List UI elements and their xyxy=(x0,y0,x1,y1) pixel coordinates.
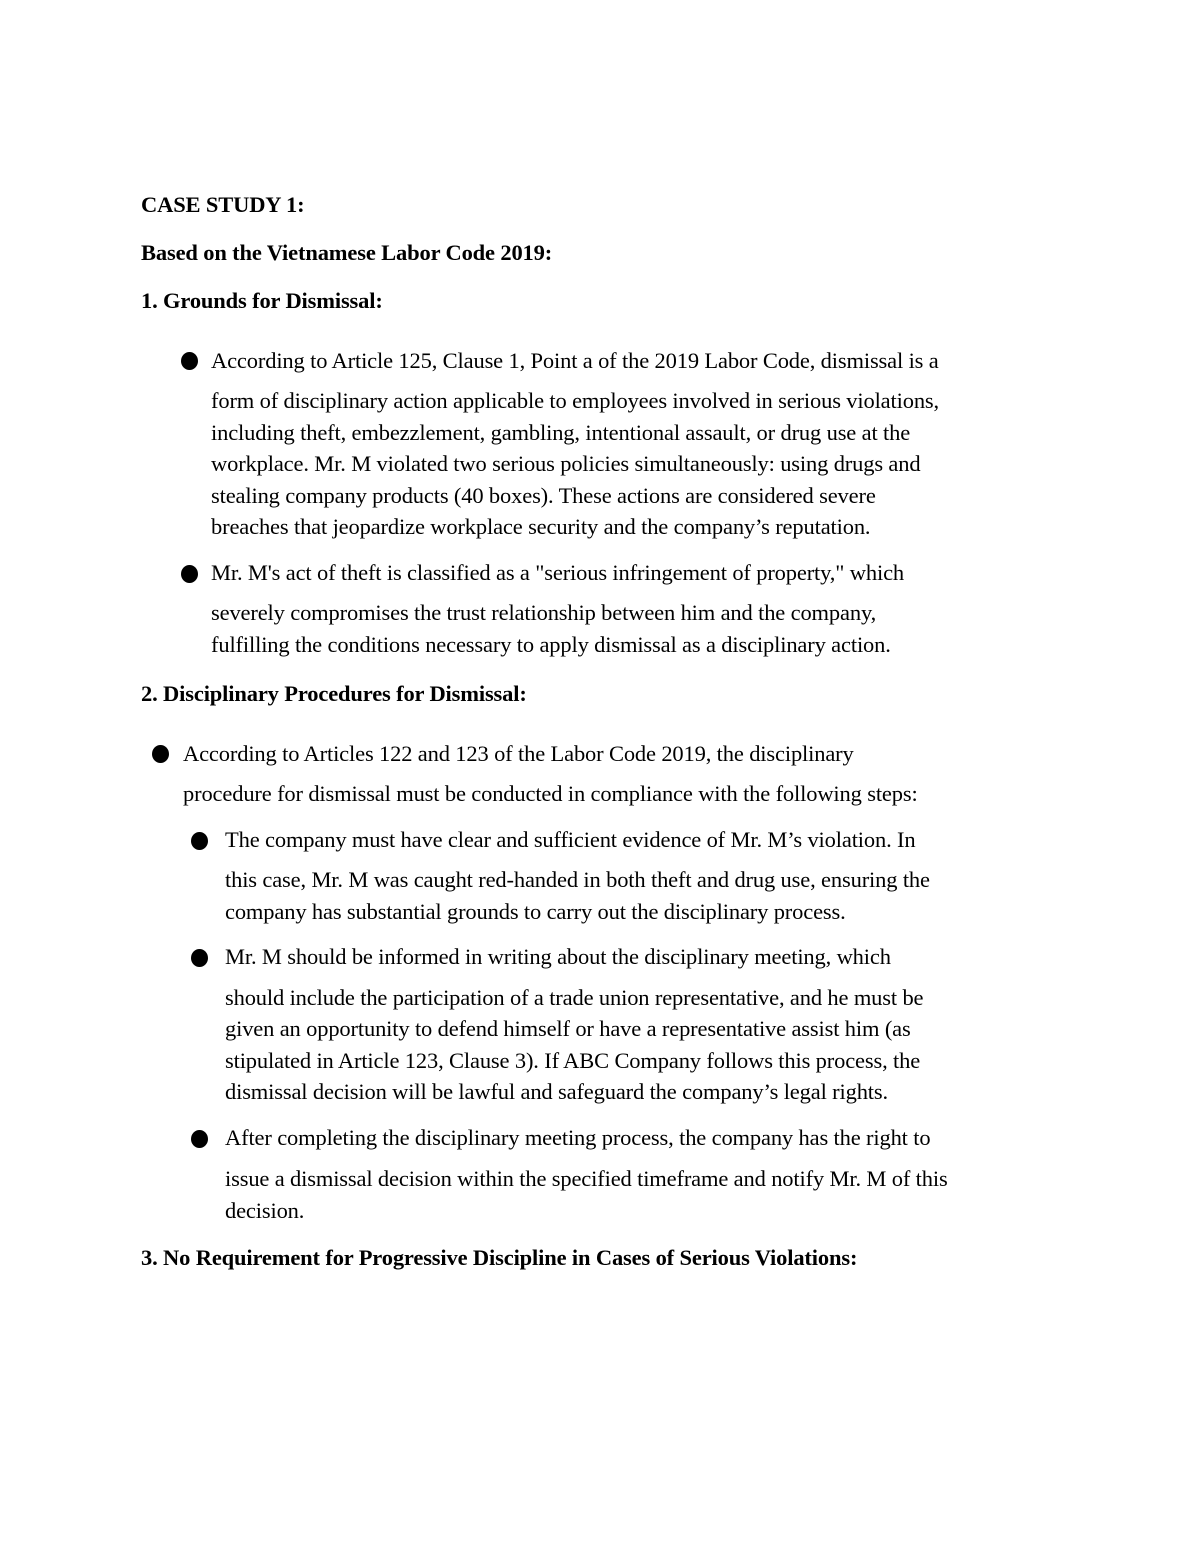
bullet-text-line: According to Articles 122 and 123 of the Labor Code 2019, the disciplinary xyxy=(183,741,854,766)
bullet-text-line: company has substantial grounds to carry out the disciplinary process. xyxy=(225,899,846,924)
bullet-text-line: decision. xyxy=(225,1198,305,1223)
bullet-text-line: dismissal decision will be lawful and safeguard the company’s legal rights. xyxy=(225,1079,888,1104)
document-title: CASE STUDY 1: xyxy=(141,192,305,217)
bullet-text-line: issue a dismissal decision within the specified timeframe and notify Mr. M of this xyxy=(225,1166,948,1191)
section-heading-no-progressive-discipline: 3. No Requirement for Progressive Discipline in Cases of Serious Violations: xyxy=(141,1245,858,1270)
bullet-icon xyxy=(181,565,198,583)
document-subtitle: Based on the Vietnamese Labor Code 2019: xyxy=(141,240,553,265)
bullet-text-line: given an opportunity to defend himself or have a representative assist him (as xyxy=(225,1016,911,1041)
bullet-text-line: stealing company products (40 boxes). These actions are considered severe xyxy=(211,483,876,508)
bullet-icon xyxy=(191,832,208,850)
bullet-text-line: According to Article 125, Clause 1, Point a of the 2019 Labor Code, dismissal is a xyxy=(211,348,939,373)
bullet-text-line: Mr. M's act of theft is classified as a "serious infringement of property," which xyxy=(211,560,905,585)
bullet-text-line: The company must have clear and sufficient evidence of Mr. M’s violation. In xyxy=(225,827,916,852)
bullet-text-line: procedure for dismissal must be conducted in compliance with the following steps: xyxy=(183,781,918,806)
bullet-icon xyxy=(181,352,198,370)
bullet-text-line: After completing the disciplinary meeting process, the company has the right to xyxy=(225,1125,931,1150)
bullet-icon xyxy=(191,949,208,967)
bullet-text-line: Mr. M should be informed in writing about the disciplinary meeting, which xyxy=(225,944,891,969)
bullet-text-line: breaches that jeopardize workplace security and the company’s reputation. xyxy=(211,514,871,539)
bullet-text-line: workplace. Mr. M violated two serious policies simultaneously: using drugs and xyxy=(211,451,921,476)
bullet-text-line: fulfilling the conditions necessary to apply dismissal as a disciplinary action. xyxy=(211,632,891,657)
bullet-text-line: this case, Mr. M was caught red-handed in both theft and drug use, ensuring the xyxy=(225,867,930,892)
bullet-text-line: severely compromises the trust relationship between him and the company, xyxy=(211,600,877,625)
section-heading-disciplinary-procedures: 2. Disciplinary Procedures for Dismissal: xyxy=(141,681,527,706)
bullet-icon xyxy=(152,745,169,763)
bullet-text-line: including theft, embezzlement, gambling, intentional assault, or drug use at the xyxy=(211,420,911,445)
bullet-icon xyxy=(191,1130,208,1148)
bullet-text-line: form of disciplinary action applicable to employees involved in serious violations, xyxy=(211,388,940,413)
bullet-text-line: should include the participation of a trade union representative, and he must be xyxy=(225,985,924,1010)
bullet-text-line: stipulated in Article 123, Clause 3). If ABC Company follows this process, the xyxy=(225,1048,921,1073)
section-heading-grounds-for-dismissal: 1. Grounds for Dismissal: xyxy=(141,288,383,313)
